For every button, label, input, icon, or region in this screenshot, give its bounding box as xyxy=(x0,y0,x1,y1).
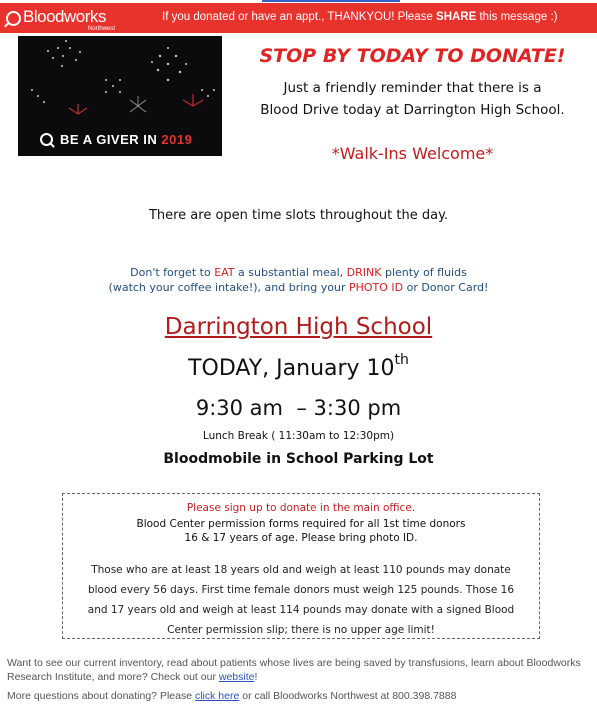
event-date xyxy=(0,352,597,381)
eligibility-rules: Those who are at least 18 years old and weigh at least 110 pounds may donate blood every 56 days. First time female donors must weigh 125 pounds. Those 16 and 17 years old and weigh at least 114 pounds may donate with a signed Blood Center permission slip; there is no upper age limit! xyxy=(87,564,515,636)
forms-line-1: Blood Center permission forms required for all 1st time donors xyxy=(136,518,466,530)
reminder-line-2: Blood Drive today at Darrington High School. xyxy=(260,102,565,118)
footer xyxy=(7,656,592,703)
tips-t4: (watch your coffee intake!), and bring your xyxy=(108,281,349,294)
bloodmobile-location: Bloodmobile in School Parking Lot xyxy=(163,451,434,467)
click-here-link[interactable]: click here xyxy=(194,690,240,702)
banner-tagline xyxy=(40,132,192,147)
reminder-line-1: Just a friendly reminder that there is a xyxy=(283,80,542,96)
event-date-text: TODAY, January 10 xyxy=(188,356,395,381)
eligibility-box xyxy=(62,493,540,639)
event-date-suffix: th xyxy=(394,352,409,368)
event-time: 9:30 am – 3:30 pm xyxy=(195,396,402,420)
tips-line-1 xyxy=(0,265,597,280)
reminder-text xyxy=(228,77,597,121)
share-message-suffix: this message :) xyxy=(476,11,558,23)
tips-drink: DRINK xyxy=(346,266,382,279)
footer-p2-end: or call Bloodworks Northwest at 800.398.7888 xyxy=(239,690,457,702)
header-bar xyxy=(0,3,597,33)
logo-drop-icon xyxy=(6,11,21,26)
footer-p1: Want to see our current inventory, read about patients whose lives are being saved by transfusions, learn about Bloodworks Research Institute, and more? Check out our xyxy=(7,657,581,683)
logo-subtext: Northwest xyxy=(88,26,116,32)
share-message-prefix: If you donated or have an appt., THANKYOU! Please xyxy=(162,11,437,23)
lunch-break: Lunch Break ( 11:30am to 12:30pm) xyxy=(202,430,395,442)
share-message xyxy=(162,11,557,23)
tips-t5: or Donor Card! xyxy=(403,281,489,294)
tips-t2: a substantial meal, xyxy=(234,266,347,279)
school-name xyxy=(0,314,597,340)
logo-text: Bloodworks xyxy=(23,7,106,26)
footer-p2: More questions about donating? Please xyxy=(7,690,195,702)
tips-line-2 xyxy=(0,280,597,295)
tips-t1: Don't forget to xyxy=(130,266,215,279)
donor-tips xyxy=(0,265,597,295)
footer-p1-end: ! xyxy=(254,671,258,683)
forms-line-2: 16 & 17 years of age. Please bring photo ID. xyxy=(184,532,418,544)
tips-photo: PHOTO ID xyxy=(348,281,404,294)
tips-t3: plenty of fluids xyxy=(381,266,467,279)
footer-contact-text xyxy=(7,689,592,703)
footer-inventory-text xyxy=(7,656,592,684)
website-link[interactable]: website xyxy=(218,671,255,683)
be-a-giver-banner[interactable] xyxy=(18,36,222,156)
open-slots-text: There are open time slots throughout the day. xyxy=(148,208,449,223)
permission-forms-notice xyxy=(63,517,539,545)
cut-link-underline xyxy=(262,0,400,2)
share-message-bold: SHARE xyxy=(436,11,477,23)
signup-notice: Please sign up to donate in the main office. xyxy=(186,502,416,514)
banner-tag-text: BE A GIVER IN xyxy=(60,132,162,147)
headline: STOP BY TODAY TO DONATE! xyxy=(259,45,566,67)
tips-eat: EAT xyxy=(214,266,235,279)
walkins-welcome: *Walk-Ins Welcome* xyxy=(331,144,494,163)
bloodworks-logo[interactable] xyxy=(6,6,128,30)
school-name-text: Darrington High School xyxy=(164,314,433,340)
magnifier-icon xyxy=(40,133,54,147)
banner-year: 2019 xyxy=(161,132,193,147)
